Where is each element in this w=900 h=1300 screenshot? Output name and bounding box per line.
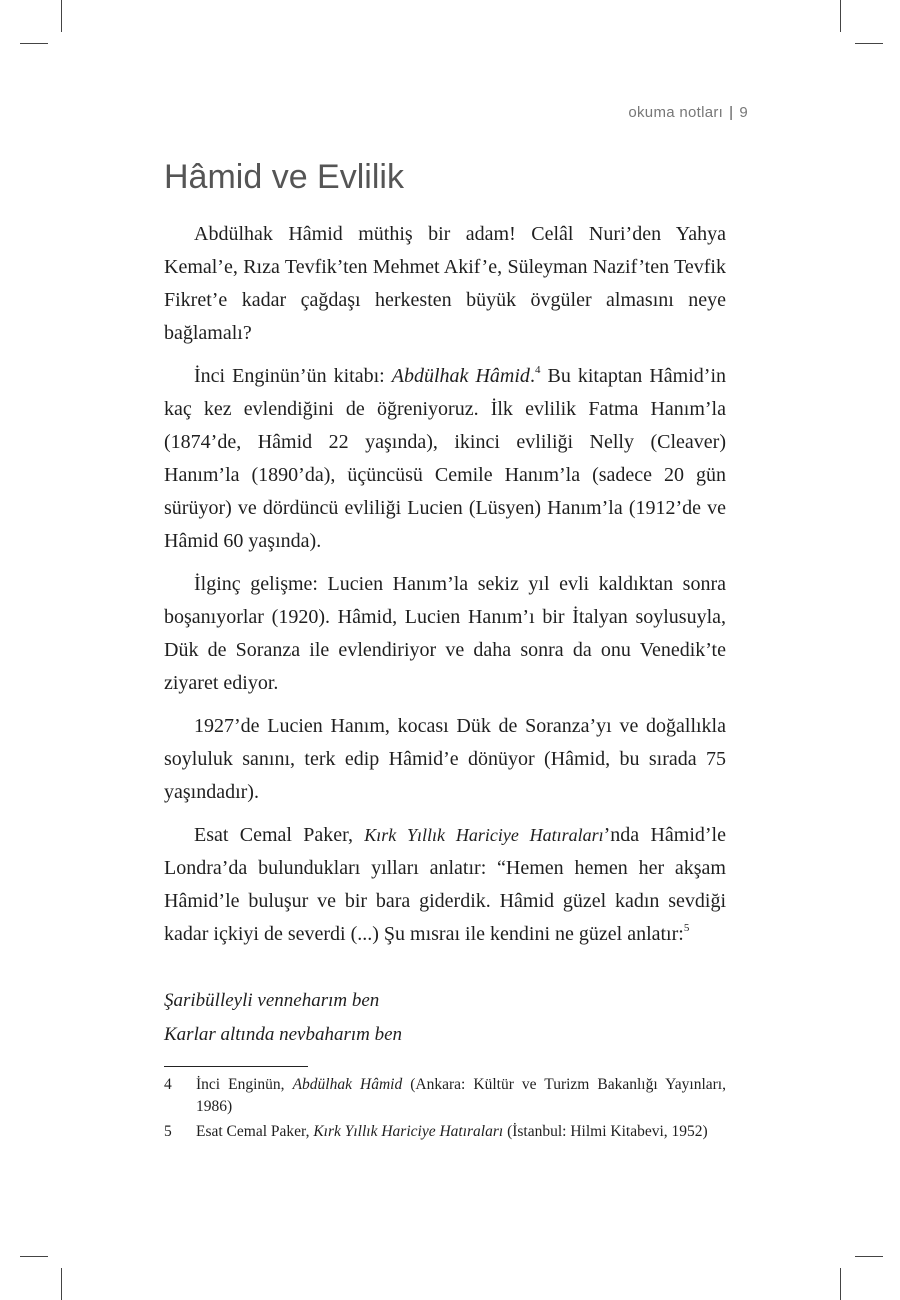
crop-mark-bottom-right-horizontal — [855, 1256, 883, 1257]
footnote-4-pre: İnci Enginün, — [196, 1076, 293, 1093]
crop-mark-bottom-left-horizontal — [20, 1256, 48, 1257]
paragraph-2-pre: İnci Enginün’ün kitabı: — [194, 365, 392, 387]
crop-mark-top-right-horizontal — [855, 43, 883, 44]
crop-mark-bottom-right-vertical — [840, 1268, 841, 1300]
footnote-separator — [164, 1066, 308, 1067]
crop-mark-bottom-left-vertical — [61, 1268, 62, 1300]
book-title-hariciye-hatiralari: Kırk Yıllık Hariciye Hatıraları — [364, 825, 604, 845]
footnote-4 — [164, 1074, 726, 1118]
paragraph-5-post: ’nda Hâmid’le Londra’da bulundukları yılları anlatır: “Hemen hemen her akşam Hâmid’le buluşur ve bir bara giderdik. Hâmid güzel kadın sevdiği kadar içkiyi de severdi (...) Şu mısraı ile kendini ne güzel anlatır: — [164, 824, 726, 945]
paragraph-5 — [164, 819, 726, 951]
running-head-separator: | — [729, 104, 734, 121]
book-title-abdulhak-hamid: Abdülhak Hâmid — [391, 365, 530, 387]
footnotes — [164, 1074, 726, 1146]
poem-quote — [164, 984, 402, 1052]
footnote-5-pre: Esat Cemal Paker, — [196, 1123, 314, 1140]
footnote-text — [196, 1074, 726, 1118]
crop-mark-top-left-horizontal — [20, 43, 48, 44]
poem-line-2: Karlar altında nevbaharım ben — [164, 1024, 403, 1045]
footnote-text — [196, 1121, 726, 1143]
poem-line-1: Şaribülleyli venneharım ben — [164, 990, 380, 1011]
footnote-number: 4 — [164, 1076, 172, 1093]
paragraph-3 — [164, 568, 726, 700]
chapter-title: Hâmid ve Evlilik — [164, 158, 404, 196]
paragraph-2-post: Bu kitaptan Hâmid’in kaç kez evlendiğini de öğreniyoruz. İlk evlilik Fatma Hanım’la (1874’de, Hâmid 22 yaşında), ikinci evliliği Nelly (Cleaver) Hanım’la (1890’da), üçüncüsü Cemile Hanım’la (sadece 20 gün sürüyor) ve dördüncü evliliği Lucien (Lüsyen) Hanım’la (1912’de ve Hâmid 60 yaşında). — [164, 365, 726, 552]
running-head — [628, 104, 748, 121]
paragraph-4-text: 1927’de Lucien Hanım, kocası Dük de Soranza’yı ve doğallıkla soyluluk sanını, terk edip Hâmid’e dönüyor (Hâmid, bu sırada 75 yaşındadır). — [164, 715, 726, 803]
paragraph-1-text: Abdülhak Hâmid müthiş bir adam! Celâl Nuri’den Yahya Kemal’e, Rıza Tevfik’ten Mehmet Akif’e, Süleyman Nazif’ten Tevfik Fikret’e kadar çağdaşı herkesten büyük övgüler almasını neye bağlamalı? — [164, 223, 726, 344]
body-text — [164, 218, 726, 961]
footnote-5-post: (İstanbul: Hilmi Kitabevi, 1952) — [503, 1123, 708, 1140]
paragraph-5-pre: Esat Cemal Paker, — [194, 824, 365, 846]
footnote-ref-4: 4 — [534, 364, 541, 376]
crop-mark-top-right-vertical — [840, 0, 841, 32]
paragraph-2 — [164, 360, 726, 558]
footnote-ref-5: 5 — [683, 922, 690, 934]
crop-mark-top-left-vertical — [61, 0, 62, 32]
footnote-number: 5 — [164, 1123, 172, 1140]
footnote-5 — [164, 1121, 726, 1143]
paragraph-1 — [164, 218, 726, 350]
footnote-5-title: Kırk Yıllık Hariciye Hatıraları — [313, 1123, 504, 1140]
paragraph-2-punct: . — [529, 365, 535, 387]
paragraph-4 — [164, 710, 726, 809]
footnote-4-title: Abdülhak Hâmid — [292, 1076, 403, 1093]
paragraph-3-text: İlginç gelişme: Lucien Hanım’la sekiz yıl evli kaldıktan sonra boşanıyorlar (1920). Hâmid, Lucien Hanım’ı bir İtalyan soylusuyla, Dük de Soranza ile evlendiriyor ve daha sonra da onu Venedik’te ziyaret ediyor. — [164, 573, 726, 694]
running-head-section: okuma notları — [628, 104, 724, 121]
footnote-4-post: (Ankara: Kültür ve Turizm Bakanlığı Yayınları, 1986) — [196, 1076, 726, 1115]
page-number: 9 — [739, 104, 748, 121]
